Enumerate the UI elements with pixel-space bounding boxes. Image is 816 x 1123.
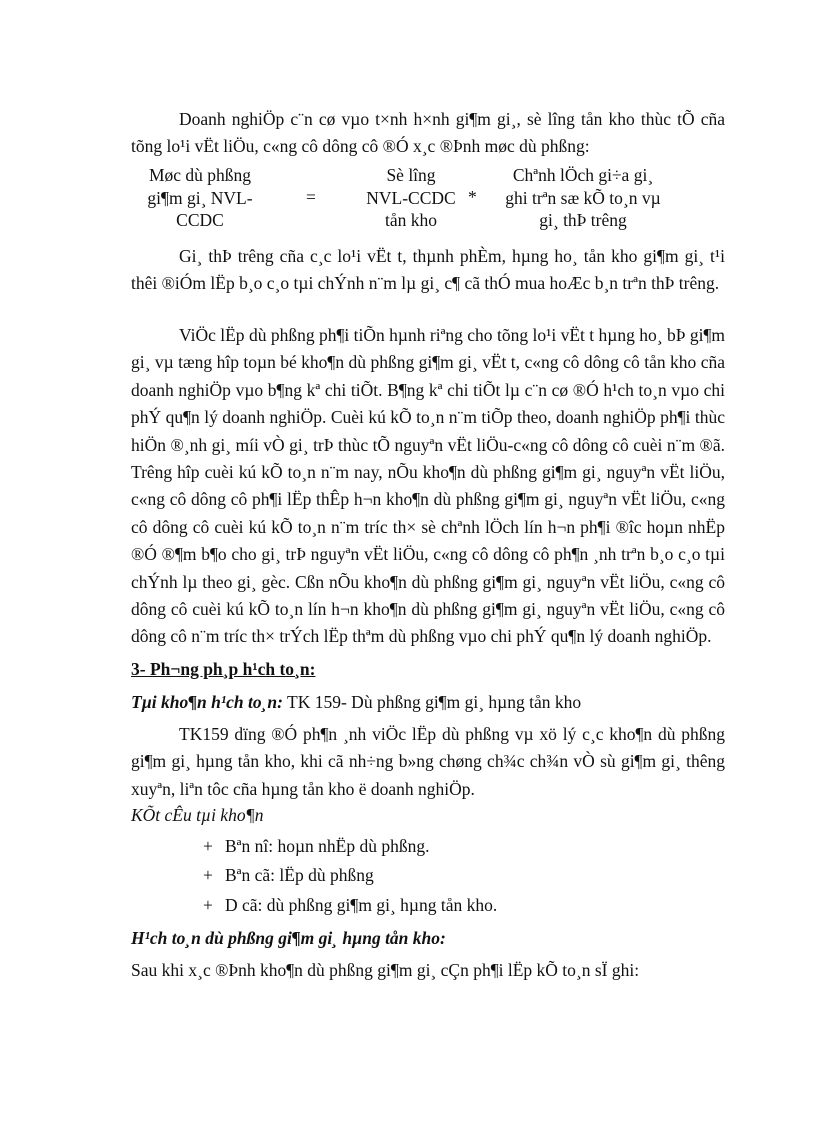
bullet-item-balance xyxy=(203,893,497,917)
formula-line: tån kho xyxy=(384,210,437,230)
paragraph-provision-procedure: ViÖc lËp dù phßng ph¶i tiÕn hµnh riªng cho tõng lo¹i vËt t hµng ho¸ bÞ gi¶m gi¸ vµ tæng hîp toµn bé kho¶n dù phßng gi¶m gi¸ vËt t, c«ng cô dông cô tån kho cña doanh nghiÖp vµo b¶ng kª chi tiÕt. B¶ng kª chi tiÕt lµ c¨n cø ®Ó h¹ch to¸n vµo chi phÝ qu¶n lý doanh nghiÖp. Cuèi kú kÕ to¸n n¨m tiÕp theo, doanh nghiÖp ph¶i thùc hiÖn ®¸nh gi¸ míi vÒ gi¸ trÞ thùc tÕ nguyªn vËt liÖu-c«ng cô dông cô cuèi n¨m ®ã. Trêng hîp cuèi kú kÕ to¸n n¨m nay, nÕu kho¶n dù phßng gi¶m gi¸ nguyªn vËt liÖu, c«ng cô dông cô ph¶i lËp thÊp h¬n kho¶n dù phßng gi¶m gi¸ nguyªn vËt liÖu, c«ng cô dông cô cuèi kú kÕ to¸n n¨m tríc th× sè chªnh lÖch lín h¬n ph¶i ®îc hoµn nhËp ®Ó ®¶m b¶o cho gi¸ trÞ nguyªn vËt liÖu, c«ng cô dông cô ph¶n ¸nh trªn b¸o c¸o tµi chÝnh lµ theo gi¸ gèc. Cßn nÕu kho¶n dù phßng gi¶m gi¸ nguyªn vËt liÖu, c«ng cô dông cô cuèi kú kÕ to¸n lín h¬n kho¶n dù phßng gi¶m gi¸ nguyªn vËt liÖu, c«ng cô dông cô n¨m tríc th× trÝch lËp thªm dù phßng vµo chi phÝ qu¶n lý doanh nghiÖp. xyxy=(131,325,725,647)
formula-line: CCDC xyxy=(176,210,224,230)
section-heading-accounting-method: 3- Ph¬ng ph¸p h¹ch to¸n: xyxy=(131,659,316,679)
account-label: Tµi kho¶n h¹ch to¸n: xyxy=(131,692,283,712)
bullet-text: Bªn nî: hoµn nhËp dù phßng. xyxy=(225,836,430,856)
formula-term-provision xyxy=(135,164,265,232)
bullet-text: D cã: dù phßng gi¶m gi¸ hµng tån kho. xyxy=(225,895,498,915)
formula-line: Møc dù phßng xyxy=(148,165,252,185)
paragraph-provision-basis: Doanh nghiÖp c¨n cø vµo t×nh h×nh gi¶m gi¸, sè lîng tån kho thùc tÕ cña tõng lo¹i vËt liÖu, c«ng cô dông cô ®Ó x¸c ®Þnh møc dù phßng: xyxy=(131,109,725,157)
formula-line: Sè lîng xyxy=(386,165,436,185)
paragraph-market-price: Gi¸ thÞ trêng cña c¸c lo¹i vËt t, thµnh phÈm, hµng ho¸ tån kho gi¶m gi¸ t¹i thêi ®iÓm lËp b¸o c¸o tµi chÝnh n¨m lµ gi¸ c¶ cã thÓ mua hoÆc b¸n trªn thÞ trêng. xyxy=(131,246,725,294)
formula-times: * xyxy=(468,187,477,207)
bullet-item-credit xyxy=(203,863,374,887)
formula-line: gi¸ thÞ trêng xyxy=(539,210,627,230)
formula-line: NVL-CCDC xyxy=(366,187,456,208)
subheading-provision-accounting: H¹ch to¸n dù phßng gi¶m gi¸ hµng tån kho: xyxy=(131,928,446,948)
formula-term-price-difference xyxy=(493,164,673,232)
formula-line: Chªnh lÖch gi÷a gi¸ xyxy=(512,165,654,185)
account-structure-label: KÕt cÊu tµi kho¶n xyxy=(131,805,264,825)
bullet-sign: + xyxy=(203,836,213,856)
bullet-sign: + xyxy=(203,895,213,915)
bullet-text: Bªn cã: lËp dù phßng xyxy=(225,865,374,885)
account-line xyxy=(131,690,581,714)
formula-line: gi¶m gi¸ NVL- xyxy=(147,187,253,208)
paragraph-tk159: TK159 dïng ®Ó ph¶n ¸nh viÖc lËp dù phßng vµ xö lý c¸c kho¶n dù phßng gi¶m gi¸ hµng tån kho, khi cã nh÷ng b»ng chøng ch¾c ch¾n vÒ sù gi¶m gi¸ thêng xuyªn, liªn tôc cña hµng tån kho ë doanh nghiÖp. xyxy=(131,724,725,799)
formula-equals: = xyxy=(306,187,316,207)
bullet-sign: + xyxy=(203,865,213,885)
provision-formula xyxy=(131,164,725,236)
formula-term-quantity xyxy=(336,164,486,232)
bullet-item-debit xyxy=(203,834,430,858)
final-line: Sau khi x¸c ®Þnh kho¶n dù phßng gi¶m gi¸ cÇn ph¶i lËp kÕ to¸n sÏ ghi: xyxy=(131,960,640,980)
formula-line: ghi trªn sæ kÕ to¸n vµ xyxy=(505,187,661,208)
account-text: TK 159- Dù phßng gi¶m gi¸ hµng tån kho xyxy=(282,692,582,712)
